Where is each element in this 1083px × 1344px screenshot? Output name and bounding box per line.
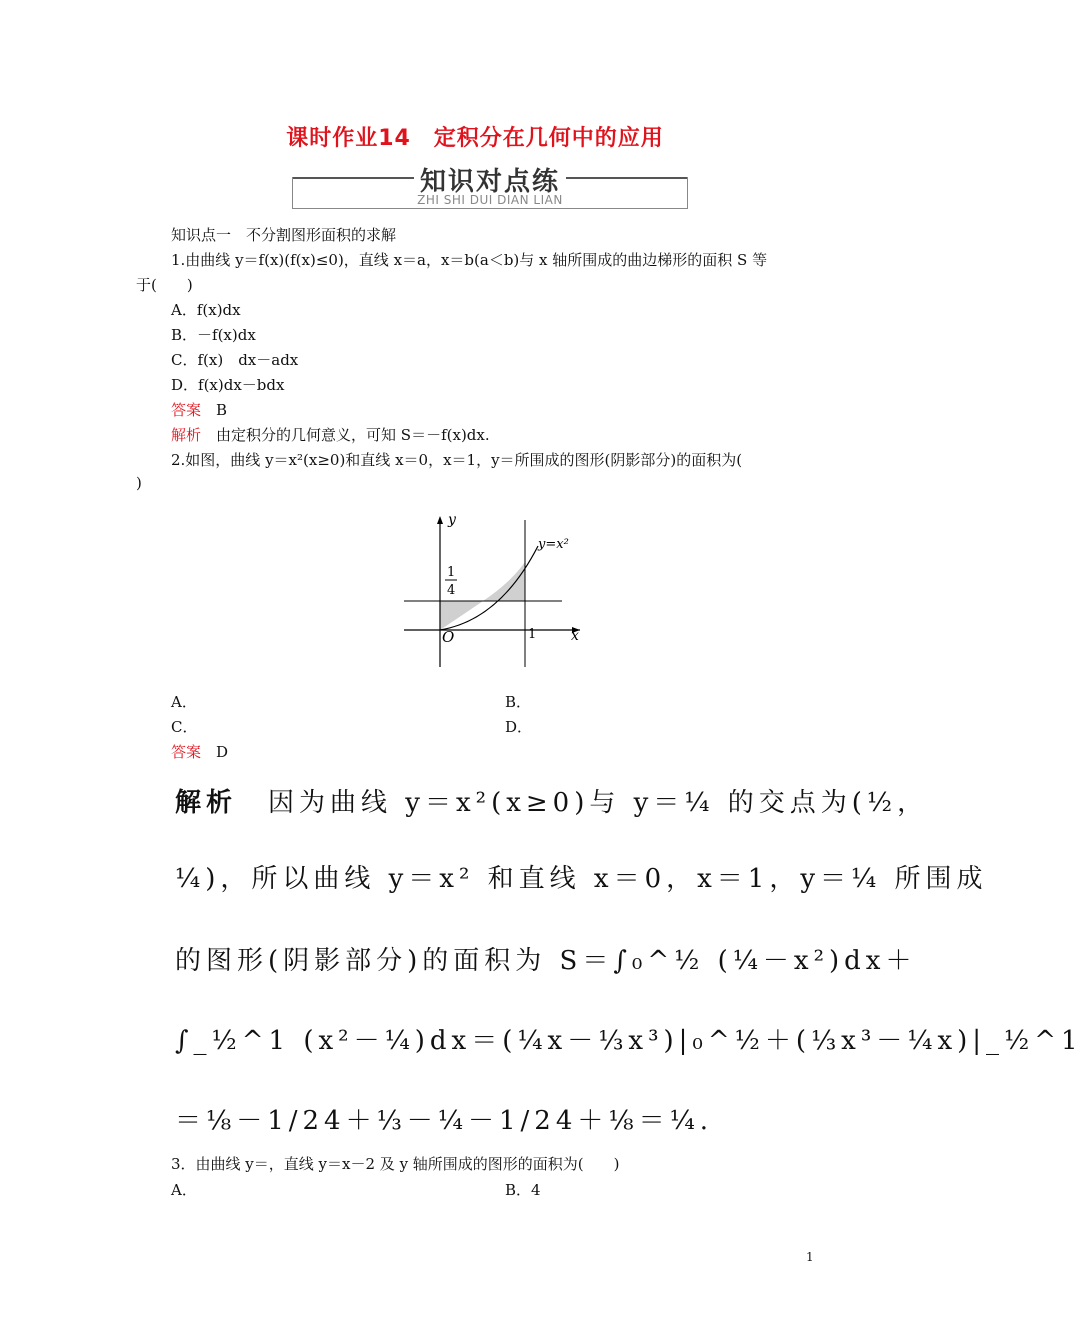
page-number: 1 bbox=[806, 1250, 814, 1264]
analysis-text: 因为曲线 y＝x²(x≥0)与 y＝¼ 的交点为(½， bbox=[268, 788, 929, 818]
q2-analysis-line1 bbox=[175, 782, 928, 819]
y-tick-numerator: 1 bbox=[447, 565, 456, 580]
q2-stem-line2: ) bbox=[136, 474, 142, 492]
analysis-label: 解析 bbox=[175, 788, 238, 818]
section-banner bbox=[292, 167, 688, 209]
q2-analysis-line4: ∫_½^1 (x²－¼)dx＝(¼x－⅓x³)|₀^½＋(⅓x³－¼x)|_½^1 bbox=[175, 1026, 1083, 1056]
origin-label: O bbox=[442, 628, 455, 646]
curve-label: y=x² bbox=[538, 537, 569, 552]
answer-value: B bbox=[216, 401, 228, 419]
analysis-text: 由定积分的几何意义，可知 S＝－f(x)dx. bbox=[216, 426, 490, 444]
q2-option-c: C． bbox=[171, 718, 198, 736]
q1-answer bbox=[171, 399, 227, 420]
x-tick-label: 1 bbox=[528, 627, 537, 642]
q1-option-a: A．f(x)dx bbox=[171, 301, 241, 319]
knowledge-point-heading: 知识点一 不分割图形面积的求解 bbox=[171, 226, 397, 244]
q3-stem: 3．由曲线 y＝，直线 y＝x－2 及 y 轴所围成的图形的面积为( ) bbox=[171, 1155, 620, 1173]
x-axis-label: x bbox=[571, 628, 579, 644]
q2-answer bbox=[171, 741, 228, 762]
q1-option-c: C．f(x) dx－adx bbox=[171, 351, 299, 369]
q2-analysis-line2: ¼)，所以曲线 y＝x² 和直线 x＝0，x＝1，y＝¼ 所围成 bbox=[175, 864, 988, 894]
q3-option-a: A． bbox=[171, 1181, 197, 1199]
q3-option-b: B．4 bbox=[505, 1181, 541, 1199]
q2-stem-line1: 2.如图，曲线 y＝x²(x≥0)和直线 x＝0，x＝1，y＝所围成的图形(阴影部分)的面积为( bbox=[171, 451, 743, 469]
q1-option-b: B．－f(x)dx bbox=[171, 326, 256, 344]
q2-option-d: D． bbox=[505, 718, 533, 736]
answer-label: 答案 bbox=[171, 743, 202, 761]
y-tick-denominator: 4 bbox=[447, 583, 456, 598]
banner-heading: 知识对点练 bbox=[414, 167, 566, 197]
y-axis-label: y bbox=[448, 512, 456, 528]
q1-stem-line1: 1.由曲线 y＝f(x)(f(x)≤0)，直线 x＝a，x＝b(a＜b)与 x 轴所围成的曲边梯形的面积 S 等 bbox=[171, 251, 768, 269]
q1-analysis bbox=[171, 424, 490, 445]
answer-value: D bbox=[216, 743, 229, 761]
q1-option-d: D．f(x)dx－bdx bbox=[171, 376, 285, 394]
analysis-label: 解析 bbox=[171, 426, 202, 444]
page-title: 课时作业14 定积分在几何中的应用 bbox=[286, 126, 664, 151]
y-axis-arrow-icon bbox=[437, 516, 443, 524]
q2-option-a: A． bbox=[171, 693, 197, 711]
answer-label: 答案 bbox=[171, 401, 202, 419]
q1-stem-line2: 于( ) bbox=[136, 276, 193, 294]
parabola-area-figure bbox=[390, 502, 595, 682]
q2-analysis-line5: ＝⅛－1/24＋⅓－¼－1/24＋⅛＝¼. bbox=[175, 1106, 714, 1136]
banner-subheading: ZHI SHI DUI DIAN LIAN bbox=[417, 193, 563, 207]
q2-analysis-line3: 的图形(阴影部分)的面积为 S＝∫₀^½ (¼－x²)dx＋ bbox=[175, 946, 917, 976]
shaded-region-left bbox=[440, 601, 483, 630]
q2-option-b: B． bbox=[505, 693, 532, 711]
